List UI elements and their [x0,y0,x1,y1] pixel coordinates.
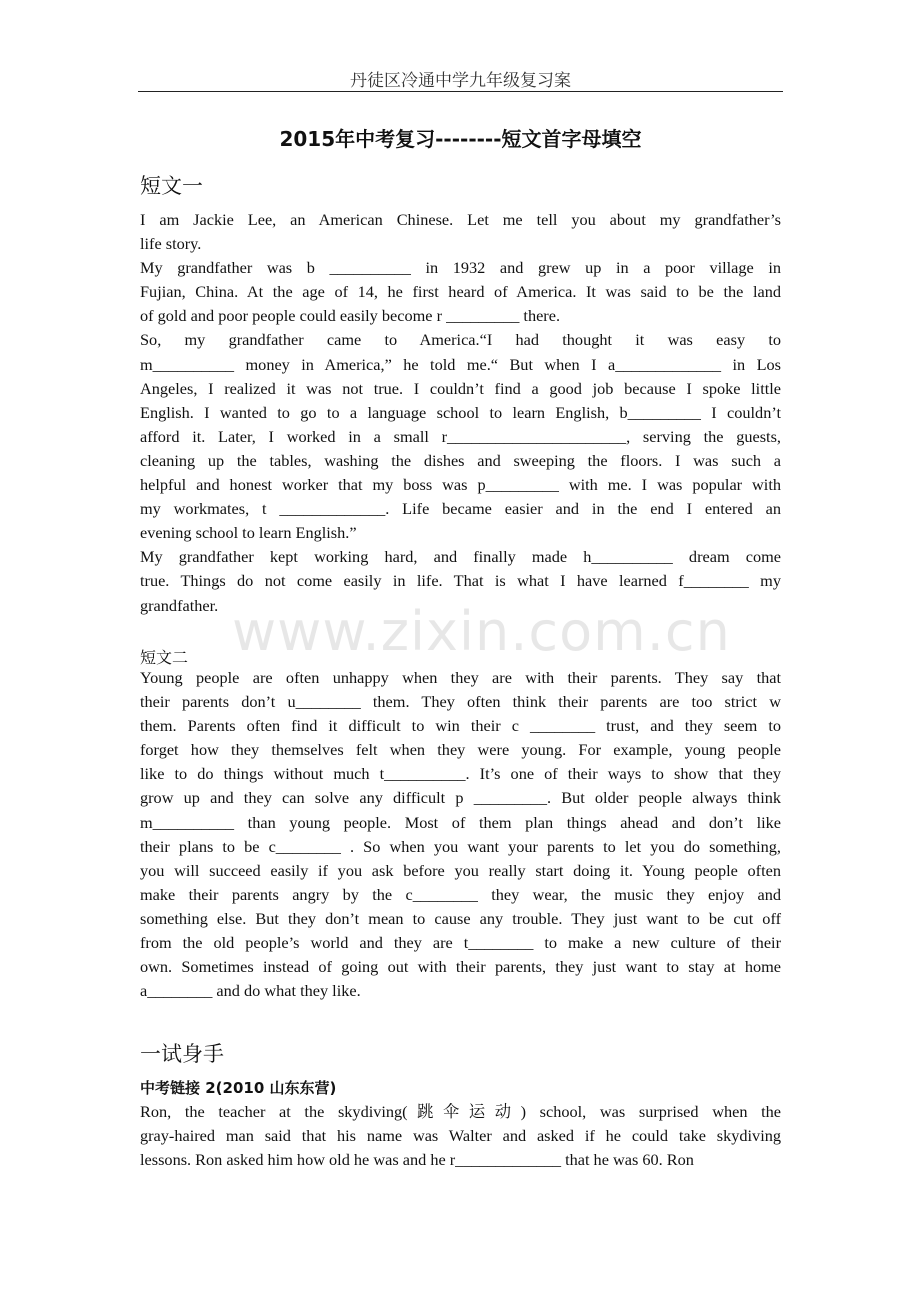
text-line: grow up and they can solve any difficult p _________. But older people always think [140,788,781,808]
text-line: afford it. Later, I worked in a small r______________________, serving the guests, [140,426,781,446]
watermark: www.zixin.com.cn [232,600,731,663]
text-line: a________ and do what they like. [140,981,361,1001]
text-line: something else. But they don’t mean to cause any trouble. They just want to be cut off [140,908,781,928]
text-line: life story. [140,234,202,254]
text-line: gray-haired man said that his name was Walter and asked if he could take skydiving [140,1126,781,1146]
text-line: My grandfather was b __________ in 1932 and grew up in a poor village in [140,258,781,278]
passage1-body [140,208,781,618]
text-line: I am Jackie Lee, an American Chinese. Let me tell you about my grandfather’s [140,210,781,229]
text-line: their parents don’t u________ them. They often think their parents are too strict w [140,692,781,712]
section3-heading: 一试身手 [140,1042,224,1066]
text-line: Fujian, China. At the age of 14, he first heard of America. It was said to be the land [140,282,781,302]
text-line: lessons. Ron asked him how old he was and he r_____________ that he was 60. Ron [140,1150,694,1170]
text-line: forget how they themselves felt when they were young. For example, young people [140,740,781,760]
text-line: like to do things without much t__________. It’s one of their ways to show that they [140,764,781,784]
text-line: from the old people’s world and they are t________ to make a new culture of their [140,933,781,953]
text-line: Young people are often unhappy when they are with their parents. They say that [140,668,781,687]
text-line: English. I wanted to go to a language school to learn English, b_________ I couldn’t [140,402,781,422]
section3-body [140,1100,781,1172]
text-line: of gold and poor people could easily become r _________ there. [140,306,561,326]
page-header: 丹徒区冷通中学九年级复习案 [350,71,571,90]
passage2-body [140,666,781,1003]
text-line: So, my grandfather came to America.“I had thought it was easy to [140,330,781,350]
text-line: cleaning up the tables, washing the dishes and sweeping the floors. I was such a [140,450,781,470]
text-line: Ron, the teacher at the skydiving(跳伞运动) school, was surprised when the [140,1102,781,1121]
section3-subheading: 中考链接 2(2010 山东东营) [140,1079,337,1097]
text-line: them. Parents often find it difficult to win their c ________ trust, and they seem to [140,716,781,736]
document-title: 2015年中考复习--------短文首字母填空 [279,127,642,151]
text-line: you will succeed easily if you ask before you really start doing it. Young people often [140,860,781,880]
text-line: helpful and honest worker that my boss was p_________ with me. I was popular with [140,475,781,495]
text-line: their plans to be c________ . So when you want your parents to let you do something, [140,836,781,856]
text-line: my workmates, t _____________. Life became easier and in the end I entered an [140,499,781,519]
text-line: grandfather. [140,595,219,615]
text-line: m__________ than young people. Most of them plan things ahead and don’t like [140,812,781,832]
header-rule [138,91,783,92]
text-line: make their parents angry by the c________ they wear, the music they enjoy and [140,884,781,904]
text-line: own. Sometimes instead of going out with their parents, they just want to stay at home [140,957,781,977]
text-line: My grandfather kept working hard, and finally made h__________ dream come [140,547,781,567]
text-line: true. Things do not come easily in life. That is what I have learned f________ my [140,571,781,591]
text-line: m__________ money in America,” he told me.“ But when I a_____________ in Los [140,354,781,374]
passage2-heading: 短文二 [140,648,189,667]
text-line: Angeles, I realized it was not true. I couldn’t find a good job because I spoke little [140,378,781,398]
text-line: evening school to learn English.” [140,523,357,543]
passage1-heading: 短文一 [140,174,203,198]
